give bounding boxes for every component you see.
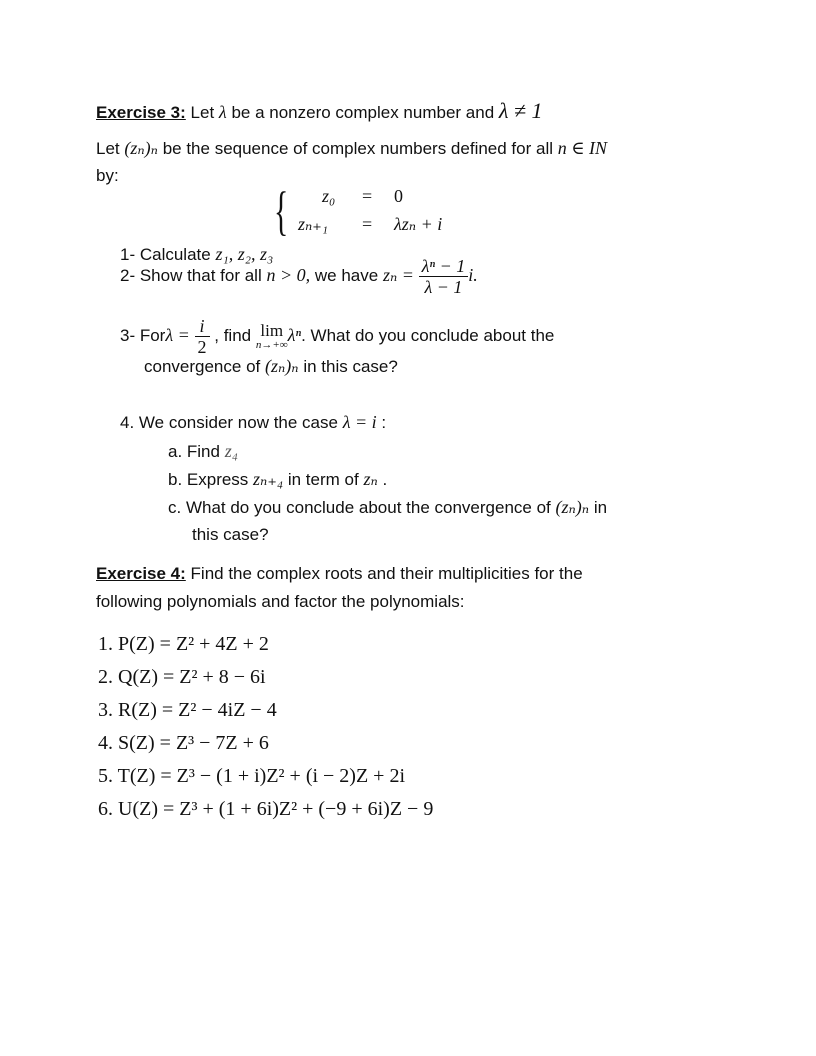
exercise4-text-line1: Find the complex roots and their multiplicities for the — [190, 564, 583, 583]
q4-label: 4. We consider now the case — [120, 413, 338, 432]
intro-text: be a nonzero complex number and — [231, 103, 495, 122]
lambda-neq-one: λ ≠ 1 — [498, 98, 543, 123]
q2-lhs: zₙ = — [382, 264, 414, 285]
q3-denominator: 2 — [197, 337, 207, 357]
q3-numerator: i — [195, 316, 210, 337]
q4a-math: z₄ — [224, 441, 238, 461]
q2-label: 2- Show that for all — [120, 265, 262, 285]
q3-label: 3- For — [120, 325, 166, 345]
polynomial-6: 6. U(Z) = Z³ + (1 + 6i)Z² + (−9 + 6i)Z − 9 — [98, 798, 434, 820]
q4-colon: : — [381, 413, 387, 432]
exercise3-intro — [96, 98, 543, 124]
q2-tail: i. — [468, 264, 478, 285]
question-3-line2 — [144, 356, 398, 377]
exercise4-intro — [96, 564, 583, 584]
q3-rest: . What do you conclude about the — [301, 325, 555, 345]
sequence-symbol: (zₙ)ₙ — [124, 138, 158, 158]
q1-math: z₁, z₂, z₃ — [215, 244, 274, 264]
row1-lhs: z₀ — [322, 186, 336, 206]
question-4a — [168, 441, 238, 462]
question-2 — [120, 256, 478, 297]
row2-lhs: zₙ₊₁ — [298, 214, 329, 234]
q3-power: λⁿ — [287, 324, 302, 345]
polynomial-1: 1. P(Z) = Z² + 4Z + 2 — [98, 633, 269, 655]
q2-mid: we have — [314, 265, 379, 285]
q4b-mid: in term of — [287, 470, 359, 489]
q3-limit — [255, 320, 288, 351]
q4b-end: . — [382, 470, 388, 489]
q4c-in: in — [593, 498, 608, 517]
q3-fraction — [195, 316, 210, 357]
q2-numerator: λⁿ − 1 — [419, 256, 469, 277]
lambda-symbol: λ — [218, 102, 227, 122]
q4b-math1: zₙ₊₄ — [253, 469, 284, 489]
question-4 — [120, 412, 386, 433]
n-in-naturals: n ∈ IN — [557, 138, 608, 158]
q4b-math2: zₙ — [363, 469, 378, 489]
q4a-label: a. Find — [168, 442, 220, 461]
sequence-definition — [96, 138, 607, 159]
q3-lim-word: lim — [260, 320, 284, 340]
question-4b — [168, 469, 387, 490]
q3-sequence-symbol: (zₙ)ₙ — [264, 356, 299, 376]
intro-let: Let — [190, 103, 215, 122]
exercise4-text-line2: following polynomials and factor the polynomials: — [96, 592, 465, 611]
polynomial-2: 2. Q(Z) = Z² + 8 − 6i — [98, 666, 266, 688]
seq-let: Let — [96, 139, 120, 158]
polynomial-3: 3. R(Z) = Z² − 4iZ − 4 — [98, 699, 277, 721]
seq-text: be the sequence of complex numbers defined for all — [162, 139, 553, 158]
q4c-label: c. What do you conclude about the convergence of — [168, 498, 551, 517]
q2-fraction — [419, 256, 469, 297]
q2-denominator: λ − 1 — [424, 277, 463, 297]
q3-lim-subscript: n→+∞ — [255, 338, 288, 351]
q3-find: , find — [214, 325, 252, 345]
exercise4-heading: Exercise 4: — [96, 564, 186, 583]
row2-rhs: λzₙ + i — [394, 214, 443, 234]
q3-line2-a: convergence of — [144, 357, 261, 376]
q4c-math: (zₙ)ₙ — [555, 497, 590, 517]
polynomial-4: 4. S(Z) = Z³ − 7Z + 6 — [98, 732, 269, 754]
system-brace: { — [274, 181, 289, 241]
q4b-label: b. Express — [168, 470, 249, 489]
q2-condition: n > 0, — [266, 264, 311, 285]
exercise3-heading: Exercise 3: — [96, 103, 186, 122]
q3-line2-b: in this case? — [303, 357, 398, 376]
question-4c — [168, 497, 607, 518]
q3-lambda-eq: λ = — [165, 324, 190, 345]
row1-rhs: 0 — [394, 186, 403, 206]
q1-label: 1- Calculate — [120, 245, 211, 264]
polynomial-5: 5. T(Z) = Z³ − (1 + i)Z² + (i − 2)Z + 2i — [98, 765, 406, 787]
q4-math: λ = i — [342, 412, 377, 432]
question-3 — [120, 316, 554, 357]
question-4c-line2: this case? — [192, 525, 269, 544]
row1-eq: = — [362, 186, 373, 206]
row2-eq: = — [362, 214, 373, 234]
by-label: by: — [96, 166, 119, 185]
